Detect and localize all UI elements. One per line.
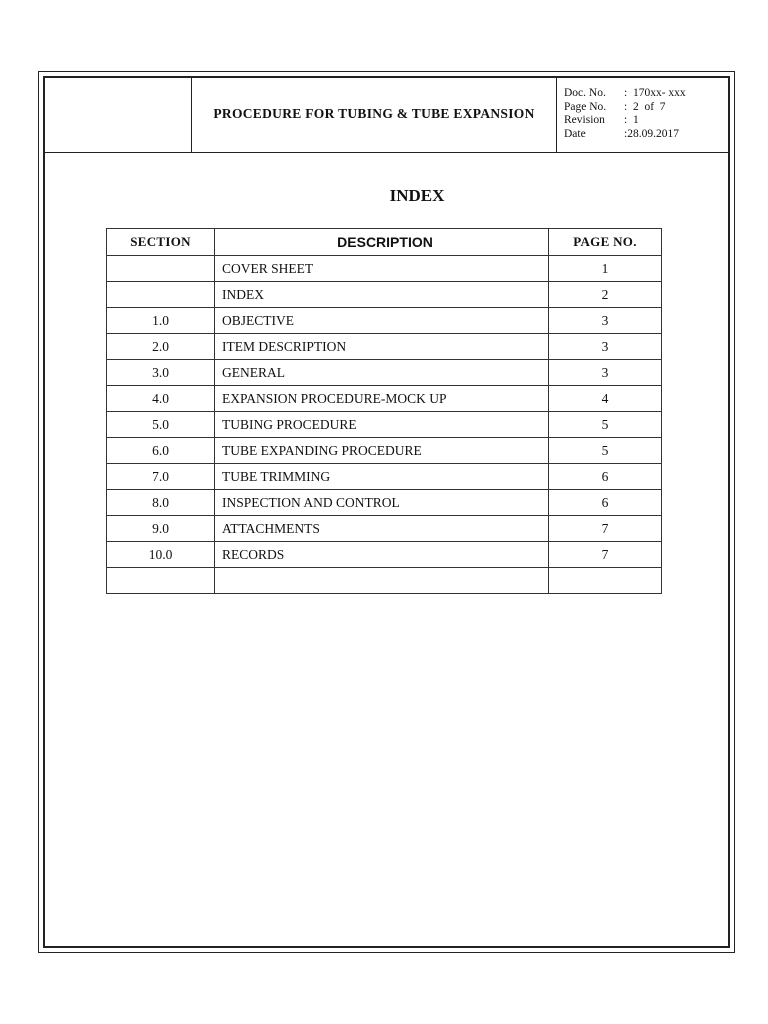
column-header-section: SECTION — [107, 229, 215, 256]
column-header-page-no: PAGE NO. — [549, 229, 662, 256]
page-no-cell: 5 — [549, 438, 662, 464]
section-cell: 5.0 — [107, 412, 215, 438]
table-row — [107, 464, 662, 490]
meta-sep: : — [624, 87, 628, 99]
index-table-body — [107, 256, 662, 594]
description-cell: EXPANSION PROCEDURE-MOCK UP — [215, 386, 549, 412]
meta-value: 1 — [632, 114, 639, 126]
description-cell: COVER SHEET — [215, 256, 549, 282]
meta-value: 2 of 7 — [632, 100, 666, 113]
table-row — [107, 542, 662, 568]
page-no-cell: 3 — [549, 308, 662, 334]
meta-sep: : — [624, 114, 628, 126]
meta-key: Doc. No. — [564, 87, 606, 99]
meta-key: Revision — [564, 114, 605, 126]
meta-page-no — [564, 101, 686, 115]
meta-value: 170xx- xxx — [632, 87, 686, 99]
description-cell: ITEM DESCRIPTION — [215, 334, 549, 360]
section-cell: 7.0 — [107, 464, 215, 490]
table-row — [107, 412, 662, 438]
meta-key: Page No. — [564, 100, 607, 113]
page-no-cell: 2 — [549, 282, 662, 308]
section-cell: 8.0 — [107, 490, 215, 516]
table-row — [107, 568, 662, 594]
section-cell: 3.0 — [107, 360, 215, 386]
page-no-cell: 3 — [549, 334, 662, 360]
page-no-cell: 6 — [549, 464, 662, 490]
section-cell: 1.0 — [107, 308, 215, 334]
description-cell: INSPECTION AND CONTROL — [215, 490, 549, 516]
page-no-cell: 4 — [549, 386, 662, 412]
table-row — [107, 308, 662, 334]
page-no-cell: 1 — [549, 256, 662, 282]
table-row — [107, 256, 662, 282]
table-row — [107, 490, 662, 516]
description-cell: TUBE EXPANDING PROCEDURE — [215, 438, 549, 464]
index-table — [106, 228, 662, 594]
table-row — [107, 516, 662, 542]
table-row — [107, 386, 662, 412]
page-no-cell: 6 — [549, 490, 662, 516]
document-title: PROCEDURE FOR TUBING & TUBE EXPANSION — [192, 76, 557, 152]
table-header-row — [107, 229, 662, 256]
meta-value: :28.09.2017 — [624, 127, 679, 140]
document-header — [43, 76, 730, 153]
page-no-cell: 3 — [549, 360, 662, 386]
page-no-cell: 7 — [549, 516, 662, 542]
page-no-cell: 5 — [549, 412, 662, 438]
section-cell: 2.0 — [107, 334, 215, 360]
document-meta — [564, 87, 686, 141]
index-title: INDEX — [389, 186, 445, 205]
logo-cell — [43, 76, 192, 152]
description-cell: ATTACHMENTS — [215, 516, 549, 542]
meta-revision — [564, 114, 686, 128]
section-cell: 4.0 — [107, 386, 215, 412]
description-cell: TUBE TRIMMING — [215, 464, 549, 490]
section-cell — [107, 256, 215, 282]
page-no-cell: 7 — [549, 542, 662, 568]
table-row — [107, 282, 662, 308]
description-cell: OBJECTIVE — [215, 308, 549, 334]
column-header-description: DESCRIPTION — [215, 229, 549, 256]
description-cell — [215, 568, 549, 594]
meta-sep: : — [624, 100, 628, 113]
table-row — [107, 334, 662, 360]
description-cell: RECORDS — [215, 542, 549, 568]
table-row — [107, 360, 662, 386]
page-no-cell — [549, 568, 662, 594]
meta-doc-no — [564, 87, 686, 101]
description-cell: INDEX — [215, 282, 549, 308]
meta-date — [564, 128, 686, 142]
section-cell: 9.0 — [107, 516, 215, 542]
description-cell: GENERAL — [215, 360, 549, 386]
meta-key: Date — [564, 127, 586, 140]
table-row — [107, 438, 662, 464]
section-cell: 6.0 — [107, 438, 215, 464]
section-cell — [107, 282, 215, 308]
section-cell — [107, 568, 215, 594]
description-cell: TUBING PROCEDURE — [215, 412, 549, 438]
section-cell: 10.0 — [107, 542, 215, 568]
